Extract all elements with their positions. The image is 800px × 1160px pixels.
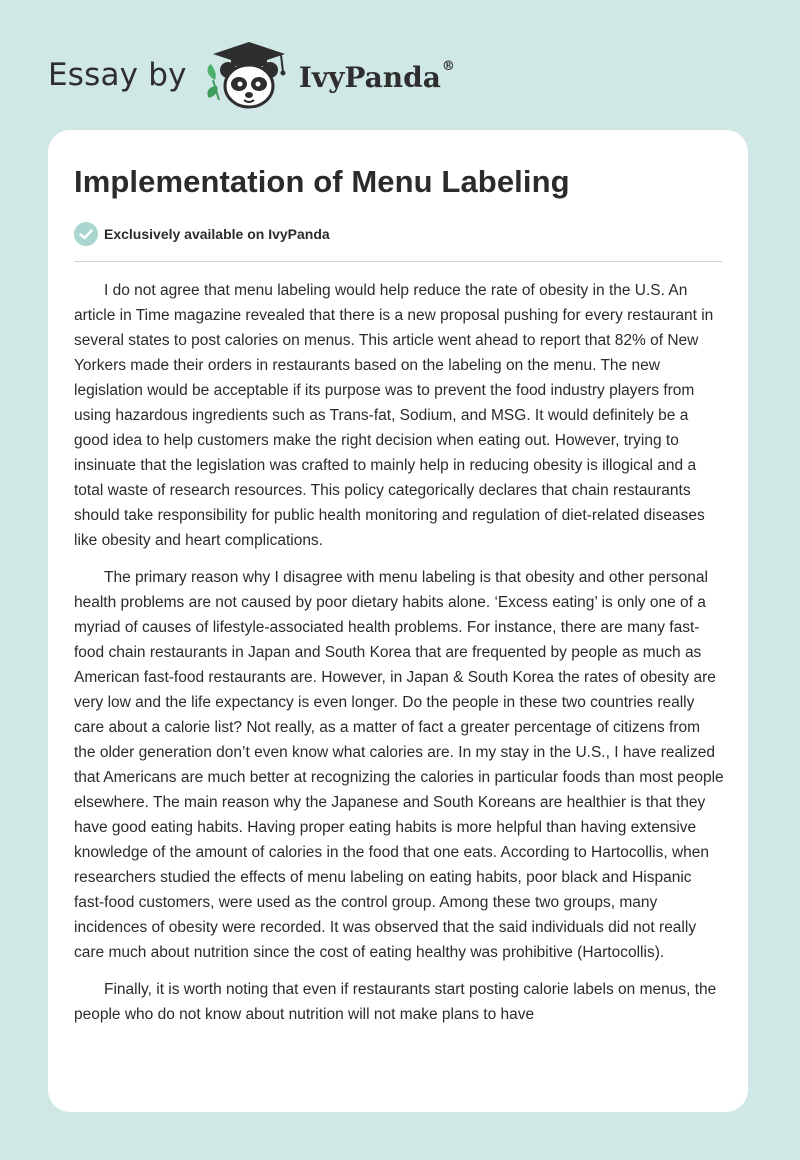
- exclusive-badge: [74, 222, 330, 246]
- divider: [74, 261, 722, 262]
- essay-by-label: Essay by: [48, 57, 187, 93]
- registered-mark: ®: [441, 58, 455, 74]
- paragraph: The primary reason why I disagree with menu labeling is that obesity and other personal health problems are not caused by poor dietary habits alone. ‘Excess eating’ is only one of a myriad of causes of lifestyle-associated health problems. For instance, there are many fast-food chain restaurants in Japan and South Korea that are frequented by people as much as American fast-food restaurants are. However, in Japan & South Korea the rates of obesity are very low and the life expectancy is even longer. Do the people in these two countries really care about a calorie list? Not really, as a matter of fact a greater percentage of citizens from the older generation don’t even know what calories are. In my stay in the U.S., I have realized that Americans are much better at recognizing the calories in particular foods than most people elsewhere. The main reason why the Japanese and South Koreans are healthier is that they have good eating habits. Having proper eating habits is more helpful than having extensive knowledge of the amount of calories in the food that one eats. According to Hartocollis, when researchers studied the effects of menu labeling on eating habits, poor black and Hispanic fast-food customers, were used as the control group. Among these two groups, many incidences of obesity were recorded. It was observed that the said individuals did not really care much about nutrition since the cost of eating healthy was prohibitive (Hartocollis).: [74, 569, 724, 961]
- essay-body: [74, 278, 724, 1039]
- check-circle-icon: [74, 222, 98, 246]
- exclusive-badge-label: Exclusively available on IvyPanda: [104, 226, 330, 242]
- paragraph: Finally, it is worth noting that even if restaurants start posting calorie labels on menus, the people who do not know about nutrition will not make plans to have: [74, 981, 717, 1023]
- brand-name[interactable]: IvyPanda®: [298, 58, 455, 94]
- site-header: [48, 40, 455, 110]
- panda-graduate-icon: [203, 40, 293, 110]
- paragraph: I do not agree that menu labeling would help reduce the rate of obesity in the U.S. An article in Time magazine revealed that there is a new proposal pushing for every restaurant in several states to post calories on menus. This article went ahead to report that 82% of New Yorkers made their orders in restaurants based on the labeling on the menu. The new legislation would be acceptable if its purpose was to prevent the food industry players from using hazardous ingredients such as Trans-fat, Sodium, and MSG. It would definitely be a good idea to help customers make the right decision when eating out. However, trying to insinuate that the legislation was crafted to mainly help in reducing obesity is illogical and a total waste of research resources. This policy categorically declares that chain restaurants should take responsibility for public health monitoring and regulation of diet-related diseases like obesity and heart complications.: [74, 282, 714, 549]
- essay-card: [48, 130, 748, 1112]
- page-title: Implementation of Menu Labeling: [74, 164, 570, 199]
